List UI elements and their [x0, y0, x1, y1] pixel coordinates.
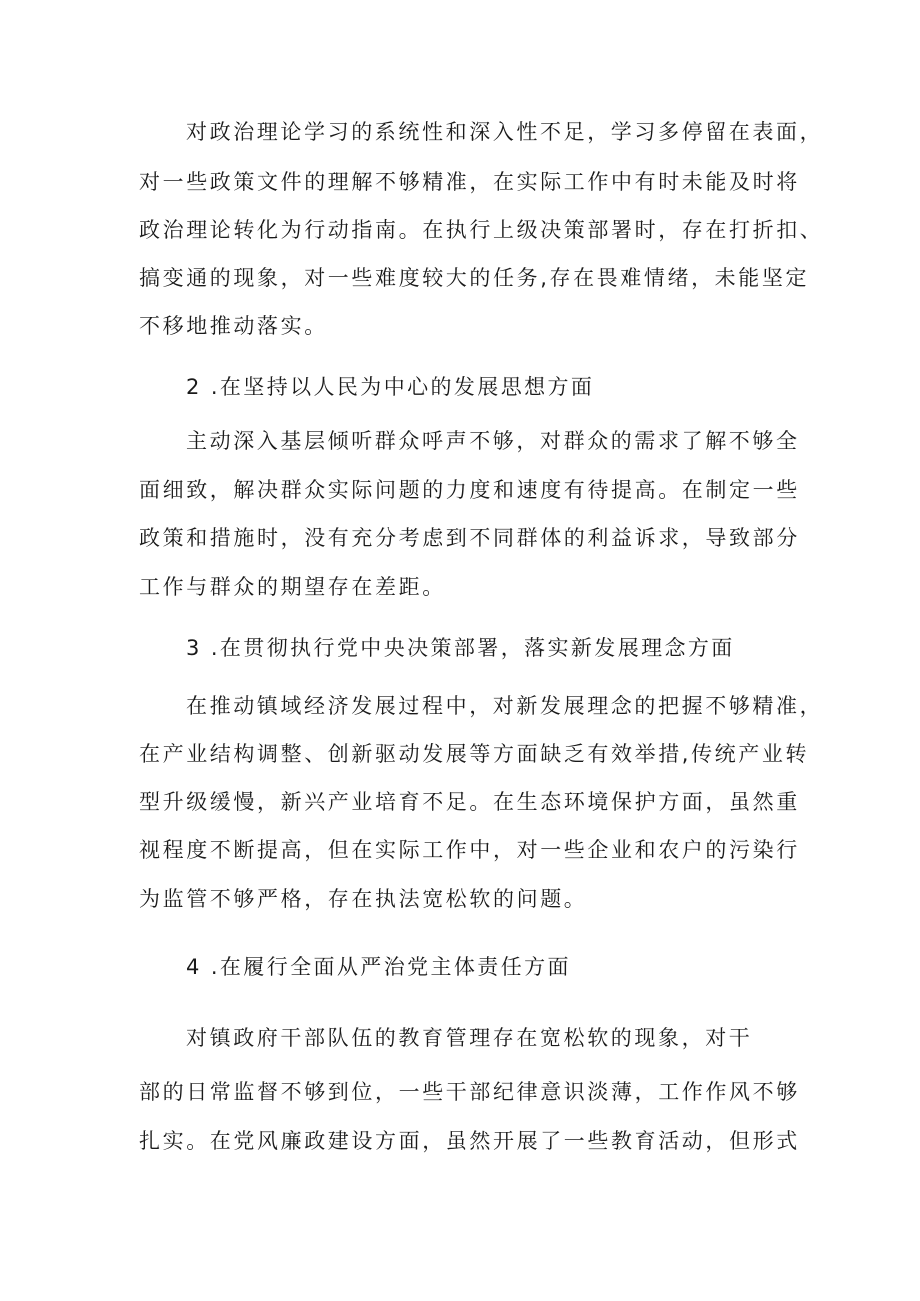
section-heading-3: 3 .在贯彻执行党中央决策部署，落实新发展理念方面 — [186, 636, 735, 660]
section-heading-2: 2 .在坚持以人民为中心的发展思想方面 — [186, 375, 595, 399]
paragraph-4-line-1: 对镇政府干部队伍的教育管理存在宽松软的现象，对干 — [186, 1026, 753, 1050]
paragraph-3-line-2: 在产业结构调整、创新驱动发展等方面缺乏有效举措,传统产业转 — [139, 742, 810, 766]
paragraph-3-line-5: 为监管不够严格，存在执法宽松软的问题。 — [139, 887, 588, 911]
paragraph-1-line-5: 不移地推动落实。 — [139, 314, 328, 338]
paragraph-3-line-3: 型升级缓慢，新兴产业培育不足。在生态环境保护方面，虽然重 — [139, 790, 800, 814]
paragraph-1-line-3: 政治理论转化为行动指南。在执行上级决策部署时，存在打折扣、 — [139, 218, 824, 242]
paragraph-2-line-1: 主动深入基层倾听群众呼声不够，对群众的需求了解不够全 — [186, 429, 800, 453]
paragraph-2-line-3: 政策和措施时，没有充分考虑到不同群体的利益诉求，导致部分 — [139, 526, 800, 550]
paragraph-1-line-2: 对一些政策文件的理解不够精准，在实际工作中有时未能及时将 — [139, 170, 800, 194]
paragraph-4-line-3: 扎实。在党风廉政建设方面，虽然开展了一些教育活动，但形式 — [139, 1129, 800, 1153]
paragraph-1-line-4: 搞变通的现象，对一些难度较大的任务,存在畏难情绪，未能坚定 — [139, 266, 810, 290]
paragraph-1-line-1: 对政治理论学习的系统性和深入性不足，学习多停留在表面， — [186, 120, 824, 144]
paragraph-3-line-4: 视程度不断提高，但在实际工作中，对一些企业和农户的污染行 — [139, 838, 800, 862]
section-heading-4: 4 .在履行全面从严治党主体责任方面 — [186, 955, 571, 979]
paragraph-2-line-2: 面细致，解决群众实际问题的力度和速度有待提高。在制定一些 — [139, 478, 800, 502]
paragraph-4-line-2: 部的日常监督不够到位，一些干部纪律意识淡薄，工作作风不够 — [139, 1080, 800, 1104]
paragraph-2-line-4: 工作与群众的期望存在差距。 — [139, 575, 446, 599]
paragraph-3-line-1: 在推动镇域经济发展过程中，对新发展理念的把握不够精准， — [186, 694, 824, 718]
